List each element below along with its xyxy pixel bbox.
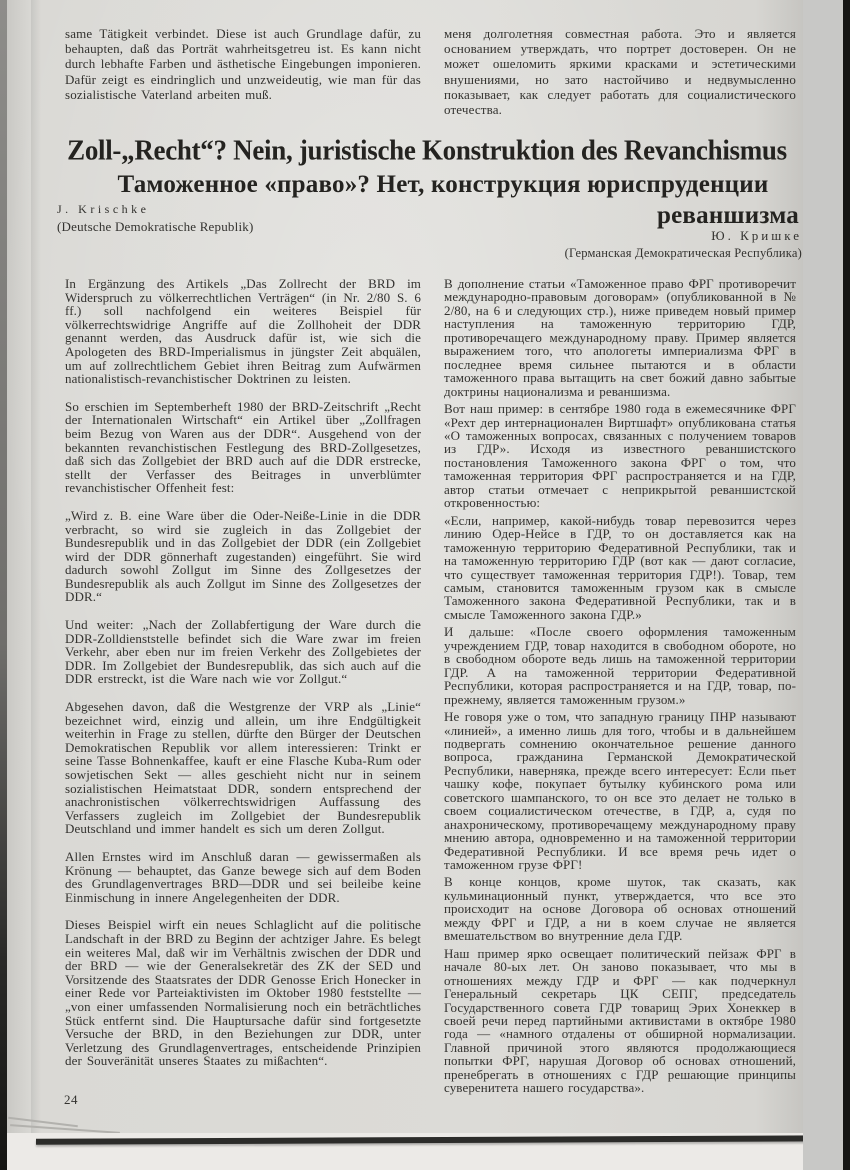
- german-text-column: [65, 277, 421, 1082]
- article-title-german: Zoll-„Recht“? Nein, juristische Konstruktion des Revanchismus: [67, 134, 787, 166]
- author-affiliation-russian: (Германская Демократическая Республика): [564, 246, 802, 260]
- paragraph: В дополнение статьи «Таможенное право ФРГ противоречит международно-правовым договорам» (опубликованной в № 2/80, на 6 и следующих стр.), ниже приведем новый пример наступления на таможенную территорию ГДР, противоречащего международному праву. Пример является выражением того, что апологеты империализма ФРГ в последнее время сильнее пытаются и в области таможенного права вытащить на свет божий давно забытые доктрины национализма и реваншизма.: [444, 276, 796, 399]
- paragraph: В конце концов, кроме шуток, так сказать, как кульминационный пункт, утверждается, что все это происходит на основе Договора об основах отношений между ФРГ и ГДР, а ни в коем случае не является вмешательством во внутренние дела ГДР.: [444, 874, 796, 944]
- paper-sheet: [7, 0, 803, 1133]
- paragraph: «Если, например, какой-нибудь товар перевозится через линию Одер-Нейсе в ГДР, то он доставляется как на таможенную территорию Федеративной Республики, так и на таможенную территорию ГДР (вот как — дают согласие, что существует таможенная территория ГДР!). Товар, тем самым, становится таможенным грузом как в смысле Таможенного закона Федеративной Республики, так и в смысле Таможенного закона ГДР.»: [444, 512, 796, 622]
- author-block-german: [57, 202, 387, 235]
- paragraph: Не говоря уже о том, что западную границу ПНР называют «линией», а именно лишь для того, чтобы и в дальнейшем подвергать сомнению окончательное решение данного вопроса, гражданина Германской Демократической Республики, наверняка, прежде всего интересует: Если пьет чашку кофе, покупает бутылку кубинского рома или советского шампанского, то он все это делает не только в своем социалистическом отечестве, в ГДР, а, судя по анахроническому, противоречащему международному праву мнению автора, одновременно и на таможенной территории Федеративной Республики. И все время речь идет о таможенном грузе ФРГ!: [444, 709, 796, 873]
- previous-article-ending-russian: меня долголетняя совместная работа. Это и является основанием утверждать, что портрет достоверен. Он не может ошеломить яркими красками и эстетическими внушениями, но зато настойчиво и недвумысленно показывает, как следует работать для социалистического отечества.: [444, 26, 796, 118]
- page-number: 24: [64, 1092, 78, 1107]
- article-title-russian-line1: Таможенное «право»? Нет, конструкция юриспруденции: [117, 171, 769, 198]
- paragraph: Вот наш пример: в сентябре 1980 года в ежемесячнике ФРГ «Рехт дер интернационален Виртшафт» опубликована статья «О таможенных вопросах, связанных с получением товаров из ГДР». Исходя из известного реваншистского постановления Таможенного закона ФРГ о том, что таможенная территория ФРГ распространяется и на ГДР, автор статьи отмечает с неприкрытой реваншистской откровенностью:: [444, 401, 796, 511]
- paragraph: Dieses Beispiel wirft ein neues Schlaglicht auf die politische Landschaft in der BRD zu Beginn der achtziger Jahre. Es belegt ein weiteres Mal, daß wir im Verhältnis zwischen der DDR und der BRD — wie der Generalsekretär des ZK der SED und Vorsitzende des Staatsrates der DDR Genosse Erich Honecker in einer Rede vor Parteiaktivisten im Oktober 1980 feststellte — „von einer umfassenden Normalisierung noch ein beträchtliches Stück entfernt sind. Die Hauptursache dafür sind fortgesetzte Versuche der BRD, in den Beziehungen zur DDR, unter Verletzung des Grundlagenvertrages, entscheidende Prinzipien der Souveränität unseres Staates zu mißachten“.: [65, 917, 421, 1069]
- author-name-german: J. Krischke: [57, 202, 150, 216]
- paragraph: И дальше: «После своего оформления таможенным учреждением ГДР, товар находится в свободном обороте, но в свободном обороте ведь лишь на таможенной территории ГДР. А на таможенной территории Федеративной Республики, которая распространяется и на ГДР, товар, по-прежнему, является таможенным грузом.»: [444, 624, 796, 707]
- article-title-russian-line2: реваншизма: [657, 202, 799, 229]
- paragraph: Und weiter: „Nach der Zollabfertigung der Ware durch die DDR-Zolldienststelle befindet sich die Ware zwar im freien Verkehr, aber eben nur im freien Verkehr des Zollgebietes der DDR. Im Zollgebiet der Bundesrepublik, das sich auch auf die DDR erstreckt, ist die Ware nach wie vor Zollgut.“: [65, 617, 421, 687]
- previous-article-ending-german: same Tätigkeit verbindet. Diese ist auch Grundlage dafür, zu behaupten, daß das Porträt wahrheitsgetreu ist. Es kann nicht durch lebhafte Farben und ästhetische Eingebungen imponieren. Dafür zeigt es eindringlich und unzweideutig, wie man für das sozialistische Vaterland arbeiten muß.: [65, 26, 421, 102]
- paragraph: Allen Ernstes wird im Anschluß daran — gewissermaßen als Krönung — behauptet, das Ganze bewege sich auf dem Boden des Grundlagenvertrages BRD—DDR und sei beileibe keine Einmischung in innere Angelegenheiten der DDR.: [65, 848, 421, 905]
- paragraph: So erschien im Septemberheft 1980 der BRD-Zeitschrift „Recht der Internationalen Wirtschaft“ ein Artikel über „Zollfragen beim Bezug von Waren aus der DDR“. Ausgehend von der bekannten revanchistischen Festlegung des BRD-Zollgesetzes, daß sich das Zollgebiet der BRD auch auf die DDR erstrecke, stellt der Verfasser des Beitrages in unverblümter revanchistischer Offenheit fest:: [65, 398, 421, 496]
- russian-text-column: [444, 277, 796, 1099]
- author-block-russian: [447, 228, 802, 261]
- paragraph: Наш пример ярко освещает политический пейзаж ФРГ в начале 80-ых лет. Он заново показывает, что мы в отношениях между ГДР и ФРГ — как подчеркнул Генеральный секретарь ЦК СЕПГ, председатель Государственного совета ГДР товарищ Эрих Хонеккер в своей речи перед партийными активистами в октябре 1980 года — «намного отдалены от обширной нормализации. Главной причиной этого являются продолжающиеся попытки ФРГ, нарушая Договор об основах отношений, пренебрегать в отношениях с ГДР решающие принципы суверенитета нашего государства».: [444, 945, 796, 1096]
- author-affiliation-german: (Deutsche Demokratische Republik): [57, 219, 254, 234]
- scan-left-edge: [0, 0, 7, 1170]
- scanner-bed-right: [803, 0, 843, 1170]
- paragraph: In Ergänzung des Artikels „Das Zollrecht der BRD im Widerspruch zu völkerrechtlichen Verträgen“ (in Nr. 2/80 S. 6 ff.) soll nachfolgend ein weiteres Beispiel für völkerrechtswidrige Angriffe auf die Zollhoheit der DDR genannt werden, das Ausdruck dafür ist, wie sich die Apologeten des BRD-Imperialismus in jüngster Zeit abquälen, um auf zollrechtlichem Gebiet ihren Beitrag zum Aufwärmen nationalistisch-revanchistischer Doktrinen zu leisten.: [65, 276, 421, 387]
- paragraph: „Wird z. B. eine Ware über die Oder-Neiße-Linie in die DDR verbracht, so wird sie zugleich in das Zollgebiet der Bundesrepublik und in das Zollgebiet der DDR (ein Zollgebiet wird der DDR gönnerhaft zugestanden) eingeführt. Sie wird dadurch sowohl Zollgut im Sinne des Zollgesetzes der Bundesrepublik als auch Zollgut im Sinne des Zollgesetzes der DDR.“: [65, 507, 421, 605]
- paragraph: Abgesehen davon, daß die Westgrenze der VRP als „Linie“ bezeichnet wird, einzig und allein, um ihre Endgültigkeit weiterhin in Frage zu stellen, dürfte den Bürger der Deutschen Demokratischen Republik vor allem interessieren: Trinkt er seine Tasse Bohnenkaffee, kauft er eine Flasche Kuba-Rum oder sowjetischen Sekt — alles geschieht nicht nur in seinem sozialistischen Heimatstaat DDR, sondern entsprechend der anachronistischen völkerrechtswidrigen Auffassung des Verfassers zugleich im Zollgebiet der Bundesrepublik Deutschland und immer handelt es sich um deren Zollgut.: [65, 699, 421, 837]
- author-name-russian: Ю. Кришке: [711, 228, 802, 243]
- page-fold-shadow: [31, 0, 41, 1133]
- scan-right-edge: [843, 0, 850, 1170]
